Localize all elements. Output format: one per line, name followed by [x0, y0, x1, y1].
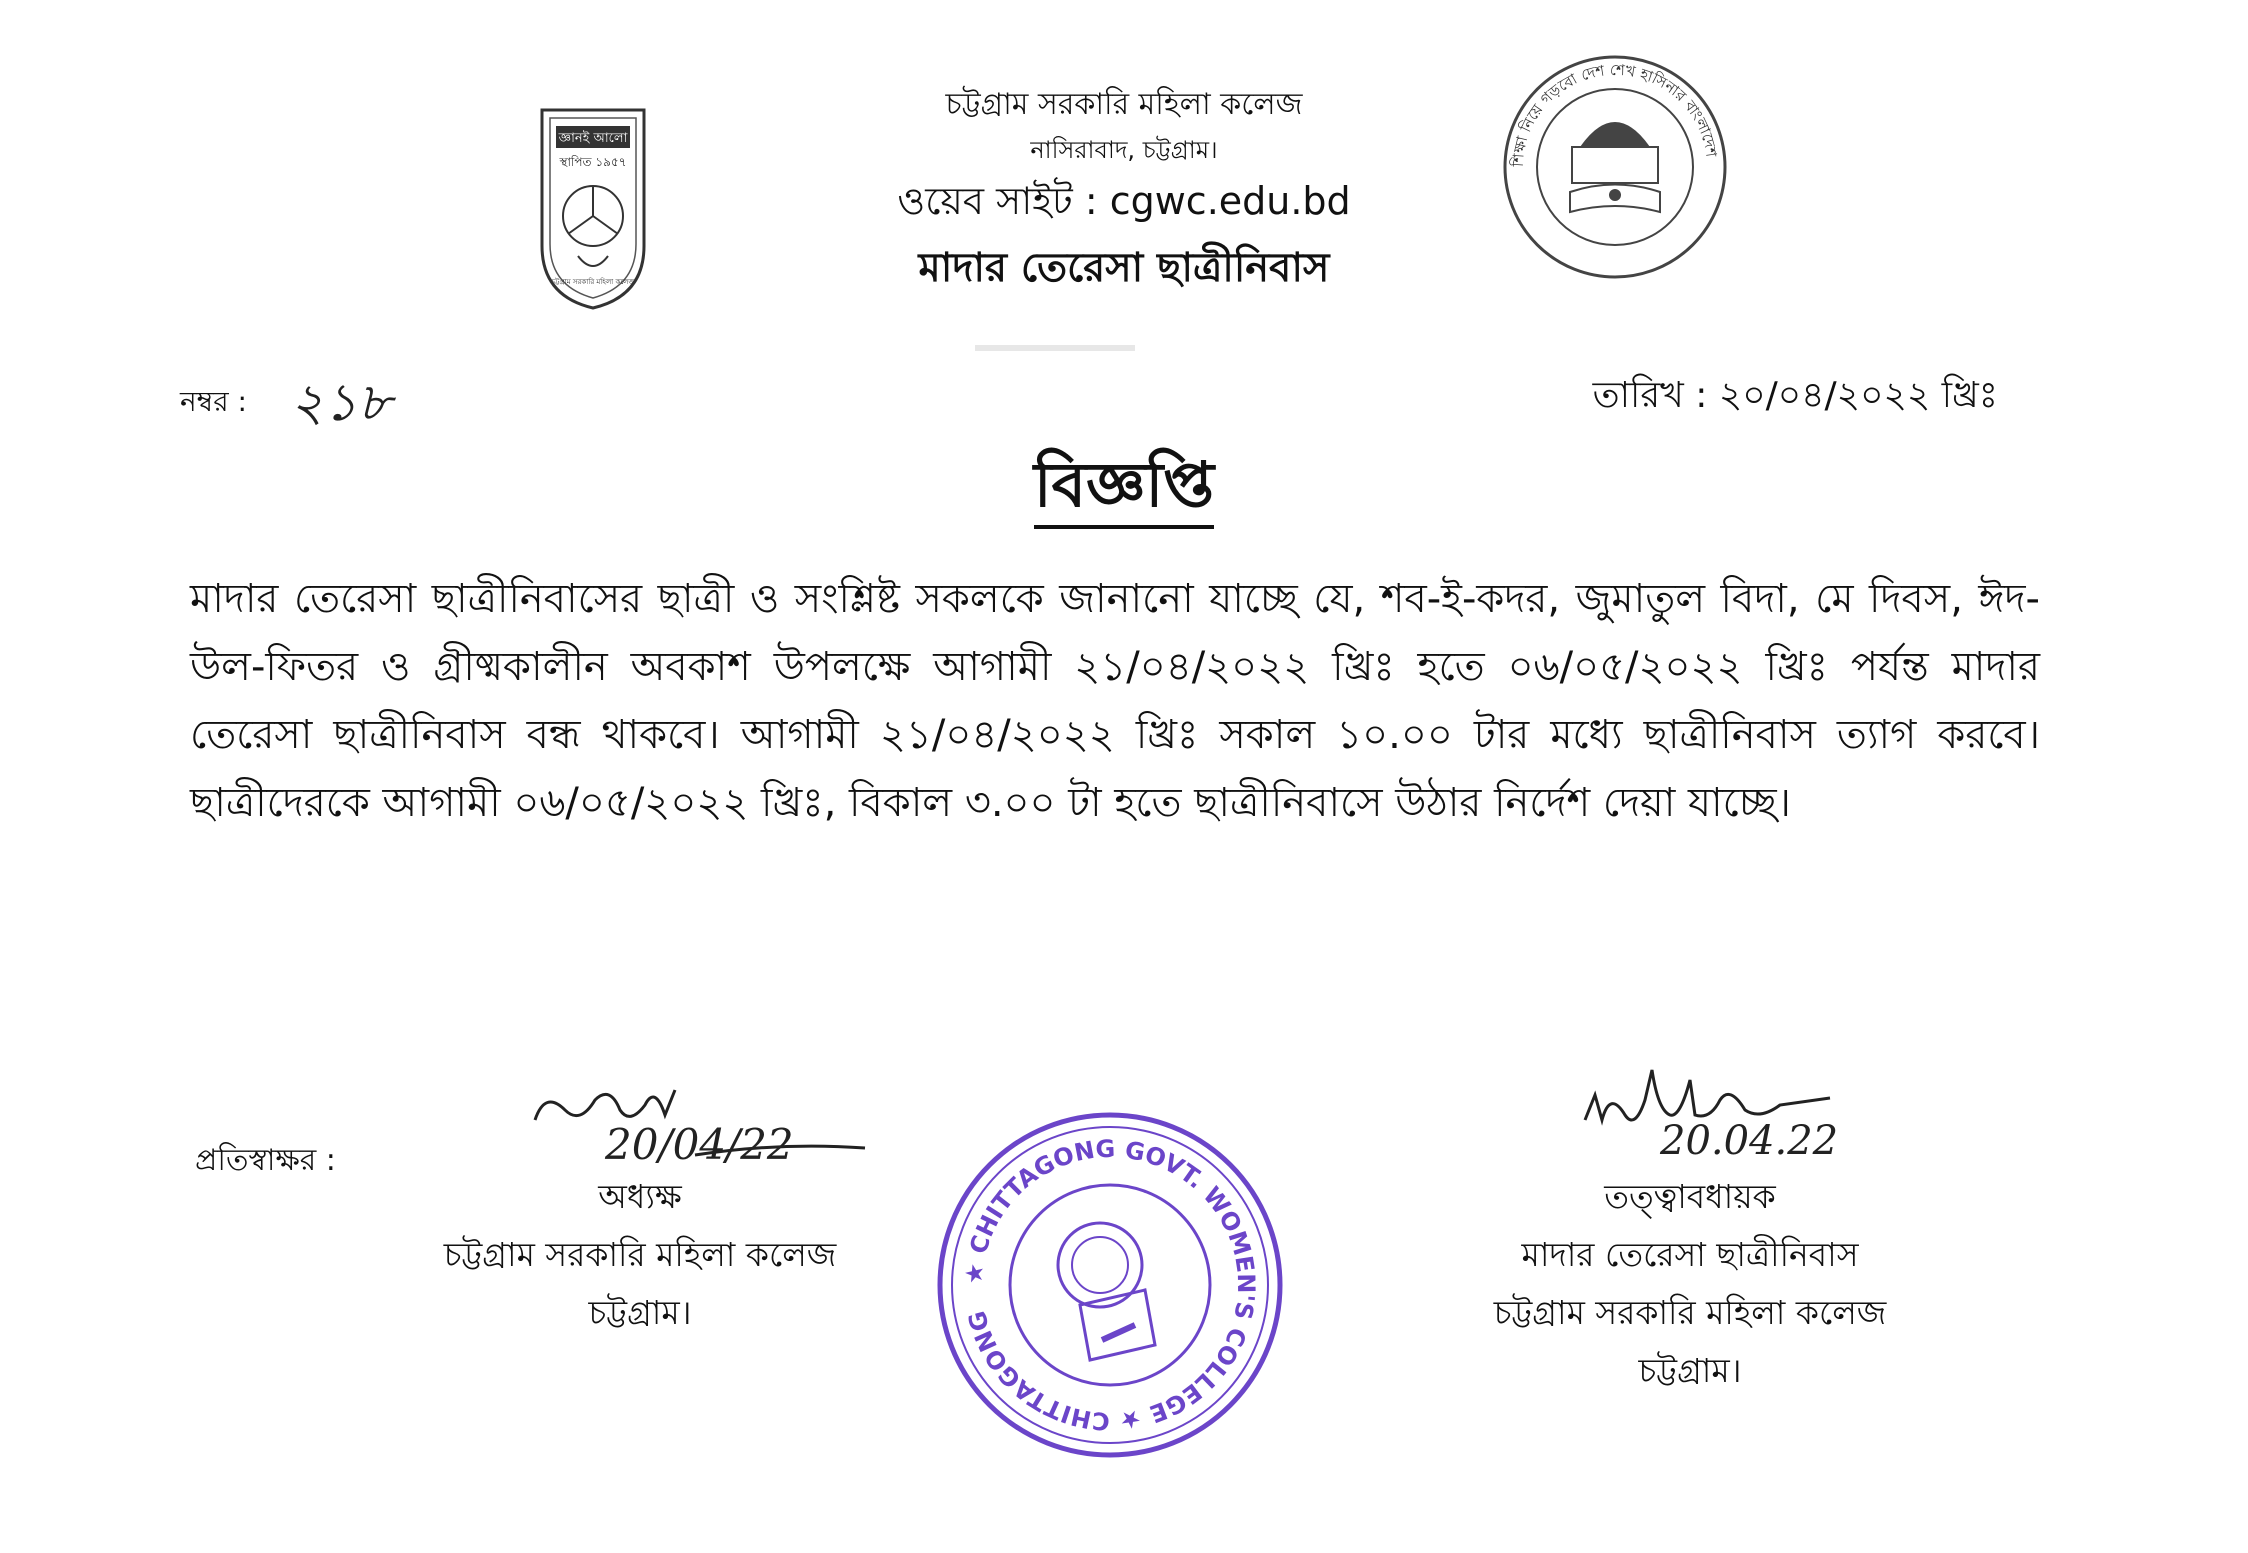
notice-body: মাদার তেরেসা ছাত্রীনিবাসের ছাত্রী ও সংশ্লিষ্ট সকলকে জানানো যাচ্ছে যে, শব-ই-কদর, জুমাতুল বিদা, মে দিবস, ঈদ-উল-ফিতর ও গ্রীষ্মকালীন অবকাশ উপলক্ষে আগামী ২১/০৪/২০২২ খ্রিঃ হতে ০৬/০৫/২০২২ খ্রিঃ পর্যন্ত মাদার তেরেসা ছাত্রীনিবাস বন্ধ থাকবে। আগামী ২১/০৪/২০২২ খ্রিঃ সকাল ১০.০০ টার মধ্যে ছাত্রীনিবাস ত্যাগ করবে। ছাত্রীদেরকে আগামী ০৬/০৫/২০২২ খ্রিঃ, বিকাল ৩.০০ টা হতে ছাত্রীনিবাসে উঠার নির্দেশ দেয়া যাচ্ছে। — [190, 576, 2040, 826]
memo-number-value: ২১৮ — [290, 373, 392, 433]
logo-motto: জ্ঞানই আলো — [558, 131, 628, 146]
principal-title: অধ্যক্ষ — [598, 1177, 682, 1216]
principal-signature-date: 20/04/22 — [605, 1120, 794, 1169]
superintendent-hostel: মাদার তেরেসা ছাত্রীনিবাস — [1521, 1235, 1859, 1274]
seal-ring-text: ★ CHITTAGONG GOVT. WOMEN'S COLLEGE ★ CHITTAGONG — [959, 1134, 1261, 1436]
hostel-name: মাদার তেরেসা ছাত্রীনিবাস — [918, 245, 1330, 291]
principal-city: চট্টগ্রাম। — [588, 1293, 692, 1332]
notice-title-text: বিজ্ঞপ্তি — [1034, 448, 1214, 529]
principal-college: চট্টগ্রাম সরকারি মহিলা কলেজ — [443, 1235, 837, 1274]
scan-mark — [975, 345, 1135, 351]
logo-established: স্থাপিত ১৯৫৭ — [559, 155, 627, 169]
principal-signature-underline — [690, 1140, 870, 1160]
memo-number-label: নম্বর : — [180, 385, 247, 418]
superintendent-city: চট্টগ্রাম। — [1638, 1351, 1742, 1390]
college-website: ওয়েব সাইট : cgwc.edu.bd — [897, 179, 1351, 223]
college-seal — [930, 1105, 1290, 1465]
emblem-ring-text: শিক্ষা নিয়ে গড়বো দেশ শেখ হাসিনার বাংলাদেশ — [1508, 60, 1721, 168]
principal-block — [360, 1168, 920, 1342]
superintendent-title: তত্ত্বাবধায়ক — [1604, 1177, 1776, 1216]
superintendent-block — [1380, 1168, 2000, 1400]
emblem-logo — [1500, 52, 1730, 282]
superintendent-college: চট্টগ্রাম সরকারি মহিলা কলেজ — [1493, 1293, 1887, 1332]
college-address: নাসিরাবাদ, চট্টগ্রাম। — [1030, 136, 1218, 164]
notice-date: তারিখ : ২০/০৪/২০২২ খ্রিঃ — [1592, 375, 1998, 416]
svg-text:শিক্ষা নিয়ে গড়বো দেশ শেখ হাস — [1509, 61, 1721, 169]
notice-title — [0, 438, 2248, 541]
college-name: চট্টগ্রাম সরকারি মহিলা কলেজ — [945, 87, 1303, 122]
svg-text:★ CHITTAGONG GOVT. WOMEN'S COL — [960, 1135, 1260, 1436]
superintendent-signature-date: 20.04.22 — [1660, 1118, 1839, 1164]
countersign-label: প্রতিস্বাক্ষর : — [195, 1143, 336, 1178]
logo-ring-text: চট্টগ্রাম সরকারি মহিলা কলেজ — [551, 278, 635, 286]
